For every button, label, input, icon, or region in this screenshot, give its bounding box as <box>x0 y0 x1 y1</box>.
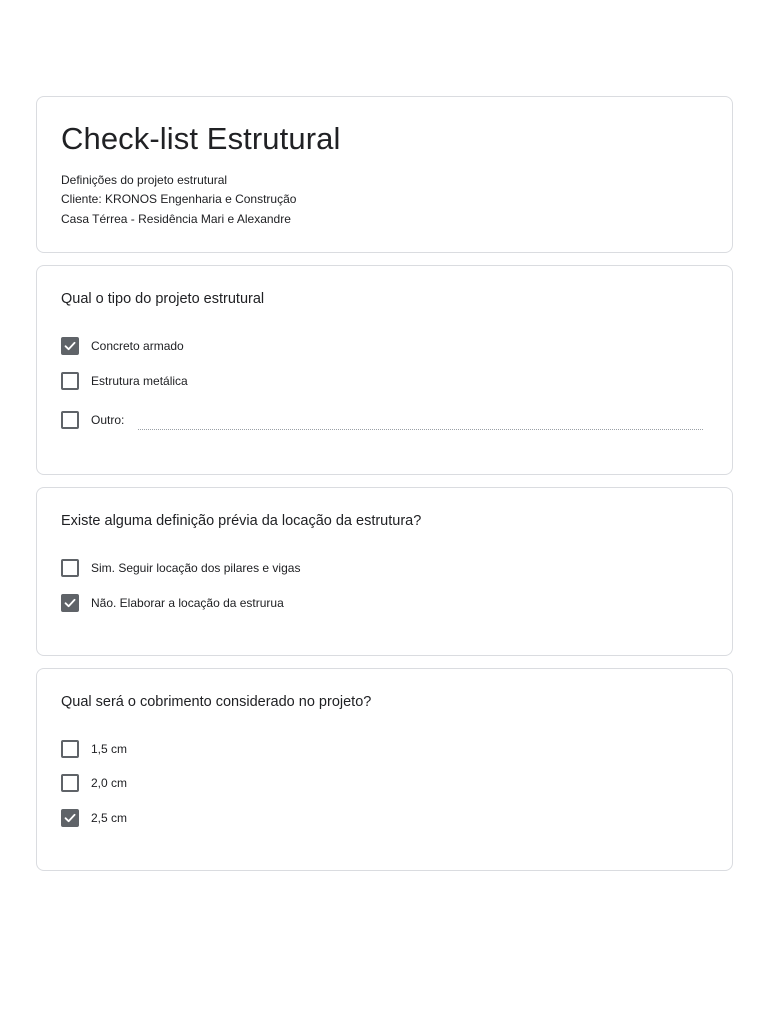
form-description-line: Cliente: KRONOS Engenharia e Construção <box>61 192 297 206</box>
checkbox[interactable] <box>61 372 79 390</box>
option-nao[interactable] <box>61 593 284 613</box>
option-concreto-armado[interactable] <box>61 336 184 356</box>
form-description-line: Definições do projeto estrutural <box>61 173 228 187</box>
question-title: Existe alguma definição prévia da locação da estrutura? <box>61 513 422 529</box>
question-card-cover <box>36 668 733 871</box>
check-icon <box>63 811 77 825</box>
option-label: 2,5 cm <box>91 811 128 825</box>
check-icon <box>63 339 77 353</box>
question-card-project-type <box>36 265 733 475</box>
option-estrutura-metalica[interactable] <box>61 371 188 391</box>
check-icon <box>63 596 77 610</box>
question-title: Qual o tipo do projeto estrutural <box>61 291 265 307</box>
question-title: Qual será o cobrimento considerado no projeto? <box>61 694 372 710</box>
checkbox[interactable] <box>61 411 79 429</box>
checkbox[interactable] <box>61 594 79 612</box>
option-label: Estrutura metálica <box>91 374 188 388</box>
form-title: Check-list Estrutural <box>61 121 341 156</box>
option-outro[interactable] <box>61 410 124 430</box>
option-sim[interactable] <box>61 558 300 578</box>
checkbox[interactable] <box>61 559 79 577</box>
option-1-5-cm[interactable] <box>61 739 127 759</box>
option-label: Outro: <box>91 413 125 427</box>
checkbox[interactable] <box>61 337 79 355</box>
checkbox[interactable] <box>61 809 79 827</box>
other-text-input[interactable] <box>138 429 703 430</box>
option-2-5-cm[interactable] <box>61 808 127 828</box>
option-label: Não. Elaborar a locação da estrurua <box>91 596 284 610</box>
checkbox[interactable] <box>61 774 79 792</box>
option-label: Sim. Seguir locação dos pilares e vigas <box>91 561 301 575</box>
checkbox[interactable] <box>61 740 79 758</box>
option-label: 2,0 cm <box>91 776 128 790</box>
form-header-card <box>36 96 733 253</box>
option-label: Concreto armado <box>91 339 184 353</box>
option-2-0-cm[interactable] <box>61 773 127 793</box>
form-description-line: Casa Térrea - Residência Mari e Alexandre <box>61 212 291 226</box>
option-label: 1,5 cm <box>91 742 128 756</box>
question-card-location <box>36 487 733 656</box>
